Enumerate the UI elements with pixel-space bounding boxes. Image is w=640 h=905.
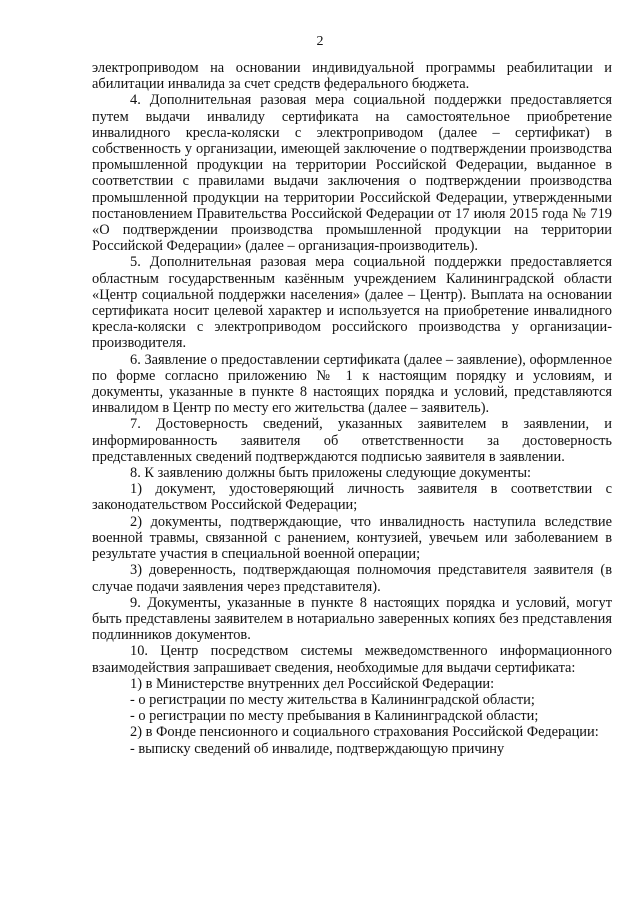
list-subitem-extract: - выписку сведений об инвалиде, подтверждающую причину <box>130 740 505 757</box>
paragraph-item-6: 6. Заявление о предоставлении сертификата (далее – заявление), оформленное по форме согласно приложению № 1 к настоящим порядку и условиям, и документы, указанные в пункте 8 настоящих порядка и условий, представляются инвалидом в Центр по месту его жительства (далее – заявитель). <box>92 351 612 417</box>
list-item-10-1: 1) в Министерстве внутренних дел Российской Федерации: <box>130 675 495 692</box>
document-body <box>92 60 612 757</box>
paragraph-item-5: 5. Дополнительная разовая мера социальной поддержки предоставляется областным государственным казённым учреждением Калининградской области «Центр социальной поддержки населения» (далее – Центр). Выплата на основании сертификата носит целевой характер и используется на приобретение инвалидного кресла-коляски с электроприводом российского производства у организации-производителя. <box>92 254 612 352</box>
list-item-8-3: 3) доверенность, подтверждающая полномочия представителя заявителя (в случае подачи заявления через представителя). <box>92 562 612 595</box>
list-subitem-stay: - о регистрации по месту пребывания в Калининградской области; <box>130 708 539 725</box>
paragraph-item-4: 4. Дополнительная разовая мера социальной поддержки предоставляется путем выдачи инвалиду сертификата на самостоятельное приобретение инвалидного кресла-коляски с электроприводом (далее – сертификат) в собственность у организации, имеющей заключение о подтверждении производства промышленной продукции на территории Российской Федерации, выданное в соответствии с правилами выдачи заключения о подтверждении производства промышленной продукции на территории Российской Федерации, утвержденными постановлением Правительства Российской Федерации от 17 июля 2015 года № 719 «О подтверждении производства промышленной продукции на территории Российской Федерации» (далее – организация-производитель). <box>92 92 612 255</box>
list-subitem-residence: - о регистрации по месту жительства в Калининградской области; <box>130 691 535 708</box>
list-item-10-2: 2) в Фонде пенсионного и социального страхования Российской Федерации: <box>130 724 599 741</box>
list-item-8-1: 1) документ, удостоверяющий личность заявителя в соответствии с законодательством Российской Федерации; <box>92 481 612 514</box>
paragraph-item-8: 8. К заявлению должны быть приложены следующие документы: <box>130 465 532 482</box>
paragraph-item-9: 9. Документы, указанные в пункте 8 настоящих порядка и условий, могут быть представлены заявителем в нотариально заверенных копиях без представления подлинников документов. <box>92 594 612 644</box>
paragraph-item-7: 7. Достоверность сведений, указанных заявителем в заявлении, и информированность заявителя об ответственности за достоверность представленных сведений подтверждаются подписью заявителя в заявлении. <box>92 416 612 465</box>
paragraph-item-10: 10. Центр посредством системы межведомственного информационного взаимодействия запрашивает сведения, необходимые для выдачи сертификата: <box>92 643 612 676</box>
paragraph-continuation: электроприводом на основании индивидуальной программы реабилитации и абилитации инвалида за счет средств федерального бюджета. <box>92 60 612 93</box>
list-item-8-2: 2) документы, подтверждающие, что инвалидность наступила вследствие военной травмы, связанной с ранением, контузией, увечьем или заболеванием в результате участия в специальной военной операции; <box>92 513 612 563</box>
page-number: 2 <box>316 34 324 49</box>
